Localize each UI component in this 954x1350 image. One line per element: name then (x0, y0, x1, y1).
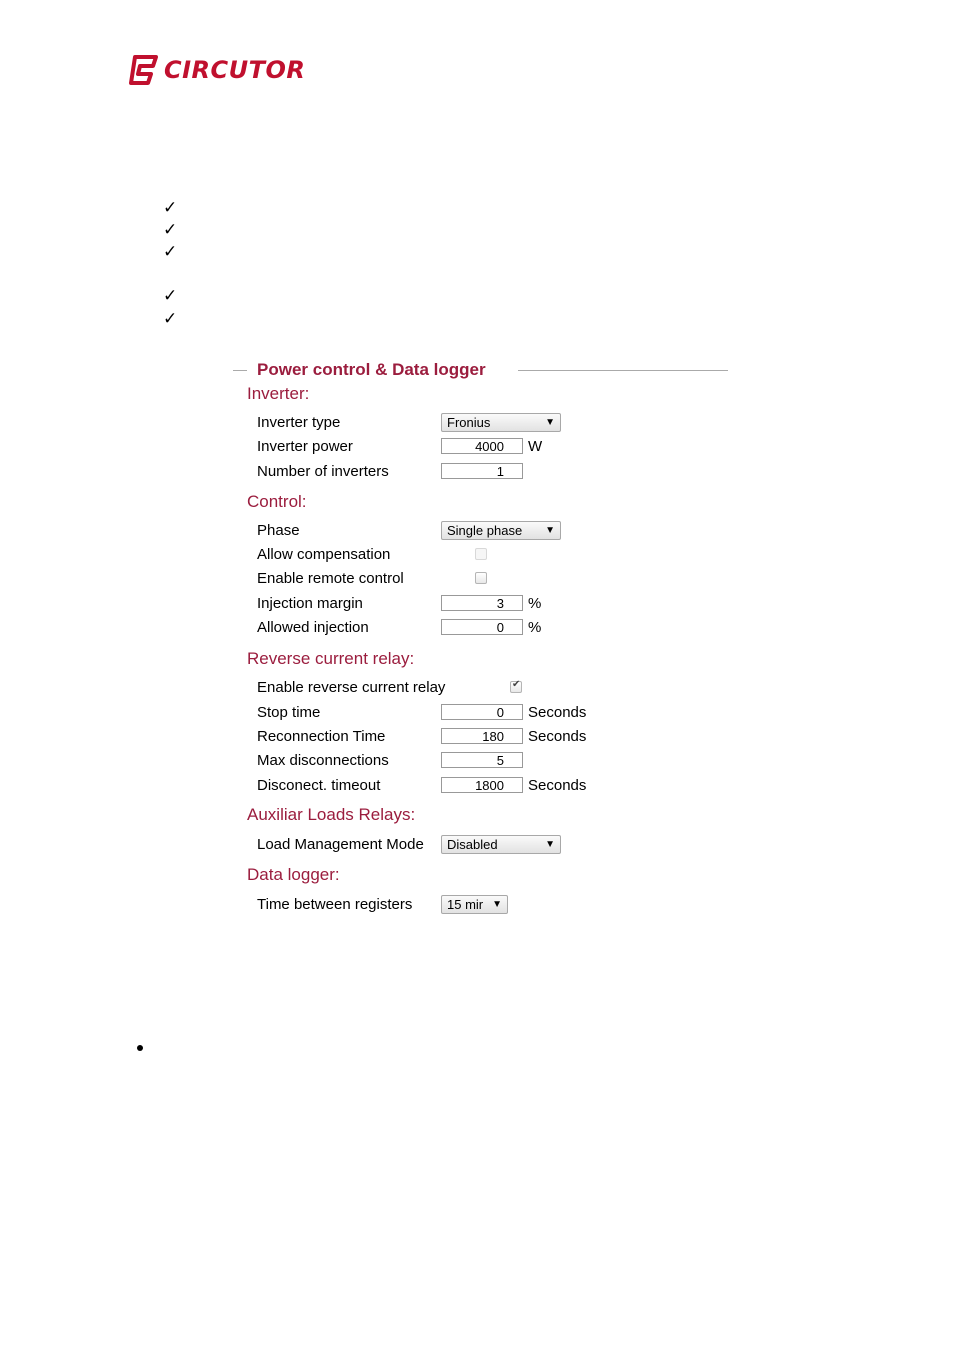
phase-row (257, 520, 717, 542)
interval-label: Time between registers (257, 896, 413, 913)
disconnect-timeout-row (257, 775, 717, 797)
inverter-type-label: Inverter type (257, 414, 341, 431)
load-mode-select[interactable] (441, 835, 561, 854)
allowed-injection-unit: % (528, 619, 542, 636)
enable-reverse-label: Enable reverse current relay (257, 679, 446, 696)
reconnection-time-label: Reconnection Time (257, 728, 386, 745)
inverter-power-unit: W (528, 438, 543, 455)
section-reverse-relay: Reverse current relay: (247, 649, 415, 668)
load-mode-value: Disabled (447, 837, 498, 852)
check-icon: ✓ (163, 242, 178, 262)
phase-select[interactable] (441, 521, 561, 540)
inverter-count-input[interactable]: 1 (441, 463, 523, 479)
inverter-count-row (257, 461, 717, 483)
max-disconnections-input[interactable]: 5 (441, 752, 523, 768)
dropdown-arrow-icon: ▼ (545, 839, 555, 850)
section-control: Control: (247, 492, 307, 511)
stop-time-input[interactable]: 0 (441, 704, 523, 720)
circutor-logo (128, 54, 305, 86)
reconnection-time-input[interactable]: 180 (441, 728, 523, 744)
injection-margin-row (257, 593, 717, 615)
stop-time-row (257, 702, 717, 724)
inverter-type-value: Fronius (447, 415, 491, 430)
legend-divider (518, 370, 728, 371)
load-mode-row (257, 834, 717, 856)
dropdown-arrow-icon: ▼ (545, 525, 555, 536)
section-data-logger: Data logger: (247, 865, 340, 884)
dropdown-arrow-icon: ▼ (545, 417, 555, 428)
circutor-logo-icon (128, 54, 160, 86)
enable-reverse-row (257, 677, 717, 699)
injection-margin-label: Injection margin (257, 595, 363, 612)
max-disconnections-label: Max disconnections (257, 752, 389, 769)
check-icon: ✓ (163, 198, 178, 218)
inverter-type-row (257, 412, 717, 434)
stop-time-label: Stop time (257, 704, 321, 721)
inverter-type-select[interactable] (441, 413, 561, 432)
interval-select[interactable] (441, 895, 508, 914)
injection-margin-input[interactable]: 3 (441, 595, 523, 611)
panel-title: Power control & Data logger (257, 360, 486, 379)
inverter-power-input[interactable]: 4000 (441, 438, 523, 454)
inverter-power-row (257, 436, 717, 458)
interval-value: 15 mir (447, 897, 484, 912)
logo-text: CIRCUTOR (164, 56, 306, 84)
inverter-count-label: Number of inverters (257, 463, 389, 480)
legend-divider (233, 370, 247, 371)
remote-control-label: Enable remote control (257, 570, 404, 587)
section-aux-loads: Auxiliar Loads Relays: (247, 805, 416, 824)
disconnect-timeout-input[interactable]: 1800 (441, 777, 523, 793)
max-disconnections-row (257, 750, 717, 772)
check-icon: ✓ (163, 309, 178, 329)
remote-control-checkbox[interactable] (475, 572, 487, 584)
power-control-panel (233, 358, 728, 913)
allowed-injection-label: Allowed injection (257, 619, 369, 636)
phase-label: Phase (257, 522, 300, 539)
section-inverter: Inverter: (247, 384, 310, 403)
phase-value: Single phase (447, 523, 523, 538)
load-mode-label: Load Management Mode (257, 836, 424, 853)
interval-row (257, 894, 717, 916)
remote-control-row (257, 568, 717, 590)
check-icon: ✓ (163, 220, 178, 240)
disconnect-timeout-label: Disconect. timeout (257, 777, 381, 794)
check-icon: ✓ (163, 286, 178, 306)
injection-margin-unit: % (528, 595, 542, 612)
inverter-power-label: Inverter power (257, 438, 353, 455)
allow-compensation-checkbox[interactable] (475, 548, 487, 560)
checkmark-icon: ✔ (512, 679, 521, 690)
reconnection-time-unit: Seconds (528, 728, 587, 745)
stop-time-unit: Seconds (528, 704, 587, 721)
dropdown-arrow-icon: ▼ (492, 899, 502, 910)
allow-compensation-row (257, 544, 717, 566)
disconnect-timeout-unit: Seconds (528, 777, 587, 794)
enable-reverse-checkbox[interactable] (510, 681, 522, 693)
list-bullet (137, 1045, 143, 1051)
allowed-injection-input[interactable]: 0 (441, 619, 523, 635)
panel-legend (233, 358, 728, 384)
reconnection-time-row (257, 726, 717, 748)
allowed-injection-row (257, 617, 717, 639)
allow-compensation-label: Allow compensation (257, 546, 391, 563)
